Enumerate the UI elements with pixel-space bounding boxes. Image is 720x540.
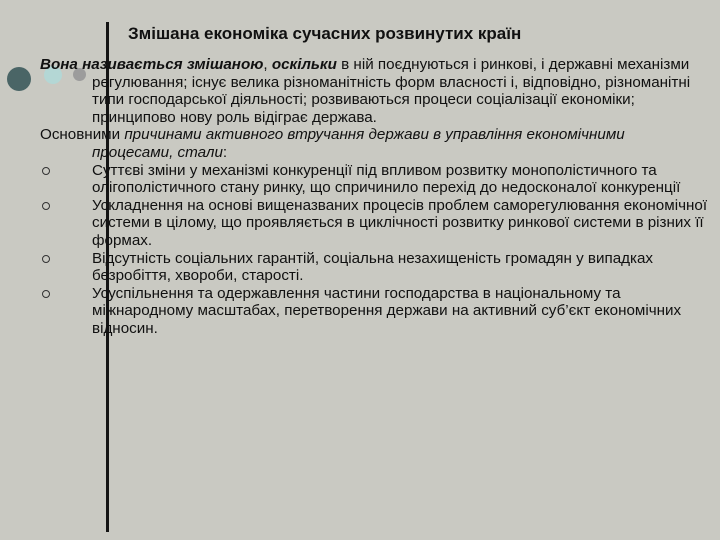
list-item bbox=[40, 285, 708, 338]
definition-lead: Вона називається змішаною bbox=[40, 56, 264, 73]
list-item bbox=[40, 162, 708, 197]
circle-bullet-icon bbox=[42, 167, 50, 175]
definition-paragraph bbox=[40, 56, 708, 126]
list-item-text: Усуспільнення та одержавлення частини господарства в національному та міжнародному масштабах, перетворення держави на активний суб’єкт економічних відносин. bbox=[92, 284, 682, 337]
slide-title: Змішана економіка сучасних розвинутих країн bbox=[128, 24, 522, 43]
causes-intro-italic: причинами активного втручання держави в управління економічними процесами, стали bbox=[92, 126, 625, 161]
circle-bullet-icon bbox=[42, 202, 50, 210]
circle-bullet-icon bbox=[42, 255, 50, 263]
dark-dot-icon bbox=[7, 67, 31, 91]
list-item bbox=[40, 250, 708, 285]
circle-bullet-icon bbox=[42, 290, 50, 298]
list-item-text: Суттєві зміни у механізмі конкуренції під впливом розвитку монополістичного та олігополістичного стану ринку, що спричинило перехід до недосконалої конкуренції bbox=[92, 161, 681, 197]
list-item-text: Ускладнення на основі вищеназваних процесів проблем саморегулювання економічної системи в цілому, що проявляється в циклічності розвитку ринкової системи в різних її формах. bbox=[92, 196, 708, 249]
list-item-text: Відсутність соціальних гарантій, соціальна незахищеність громадян у випадках безробіття, хвороби, старості. bbox=[92, 249, 654, 285]
slide-body bbox=[40, 56, 708, 338]
definition-text: в ній поєднуються і ринкові, і державні механізми регулювання; існує велика різноманітність форм власності і, відповідно, різноманітні типи господарської діяльності; розвиваються процеси соціалізації економіки; принципово нову роль відіграє держава. bbox=[92, 56, 691, 126]
definition-separator: , bbox=[263, 56, 272, 73]
causes-intro-paragraph bbox=[40, 126, 708, 161]
list-item bbox=[40, 197, 708, 250]
definition-lead-2: оскільки bbox=[271, 56, 337, 73]
causes-intro-start: Основними bbox=[40, 126, 125, 144]
causes-intro-end: : bbox=[222, 143, 228, 161]
